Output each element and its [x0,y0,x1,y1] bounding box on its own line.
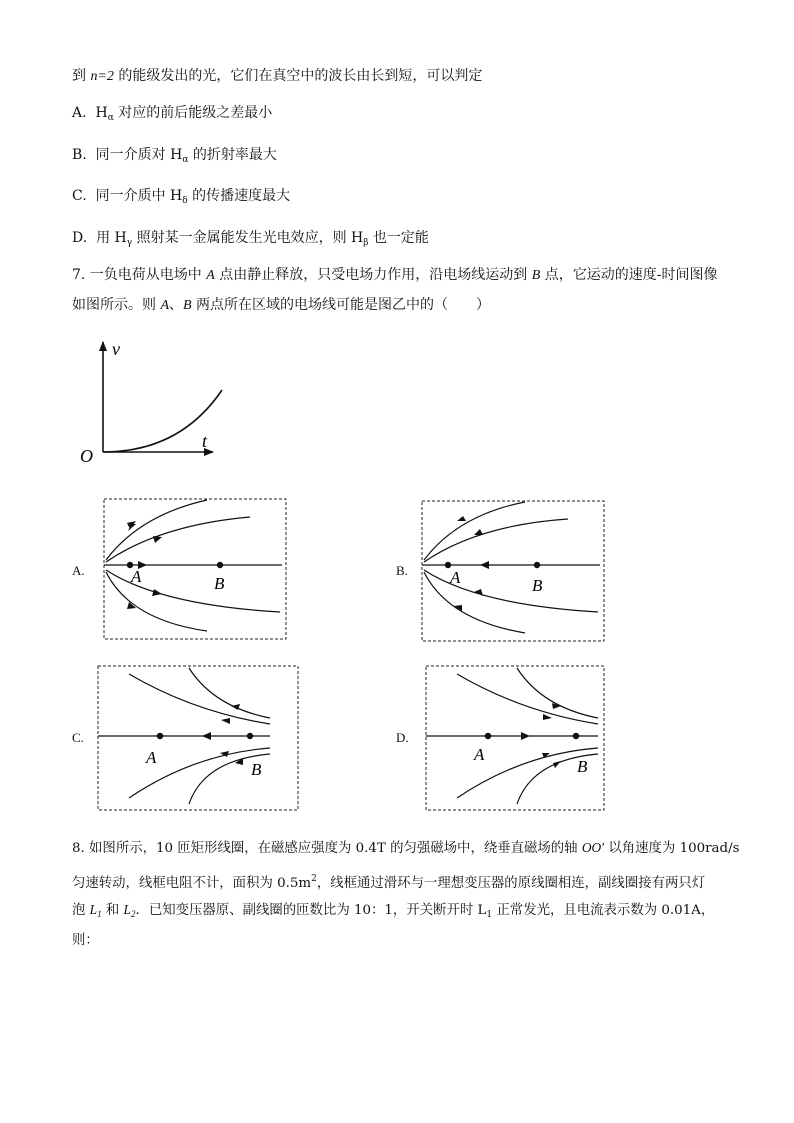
q7-line-2: 如图所示。则 A、B 两点所在区域的电场线可能是图乙中的（ ） [72,297,491,313]
arrow [474,589,483,596]
velocity-time-graph [70,330,230,470]
field-line [106,500,207,560]
point-a-label: A [450,568,461,587]
figure-c-label: C. [72,730,84,745]
q7-line-1: 7. 一负电荷从电场中 A 点由静止释放，只受电场力作用，沿电场线运动到 B 点，它运动的速度-时间图像 [72,267,718,283]
arrow [152,589,162,596]
arrow [235,758,243,765]
figure-option-d [422,662,612,814]
arrow [521,732,530,740]
point-a-label: A [474,745,485,764]
figure-a-label: A. [72,563,85,578]
t-axis-label: t [202,431,208,451]
field-line [424,519,568,562]
figure-d-label: D. [396,730,409,745]
point-b [217,562,223,568]
arrow [474,529,483,535]
point-b-label: B [214,574,225,593]
arrow [202,732,211,740]
v-axis-label: v [112,339,120,359]
q8-line-3: 泡 $L_1$ 和 $L_2$．已知变压器原、副线圈的匝数比为 10：1，开关断开时 $L_1$ 正常发光，且电流表示数为 0.01A， [72,902,715,920]
n-equals: n=2 [90,69,114,84]
point-a [157,733,163,739]
arrow [480,561,489,569]
intro-line: 到 n=2 的能级发出的光，它们在真空中的波长由长到短，可以判定 [72,68,483,84]
figure-option-c [94,662,304,814]
field-line [517,668,598,718]
point-b [573,733,579,739]
q6-option-b: B. 同一介质对 $H_\alpha$ 的折射率最大 [72,147,277,165]
figure-option-a [100,495,290,645]
point-b-label: B [251,760,262,779]
point-a-label: A [146,748,157,767]
arrow [543,714,552,720]
figure-b-label: B. [396,563,408,578]
arrow [153,536,162,543]
point-b [534,562,540,568]
point-b-label: B [577,757,588,776]
point-a-label: A [131,567,142,586]
origin-label: O [80,446,93,466]
field-line [424,502,525,560]
q6-option-d: D. 用 $H_\gamma$ 照射某一金属能发生光电效应，则 $H_\beta$ 也一定能 [72,230,429,248]
arrow [221,718,230,724]
figure-frame [98,666,298,810]
point-b [247,733,253,739]
field-line [424,572,525,633]
figure-option-b [418,495,608,645]
q8-line-4: 则： [72,933,99,948]
q8-line-2: 匀速转动，线框电阻不计，面积为 $0.5m^2$，线框通过滑环与一理想变压器的原线圈相连，副线圈接有两只灯 [72,874,706,891]
q6-option-c: C. 同一介质中 $H_\delta$ 的传播速度最大 [72,188,291,206]
q6-option-a: A. $H_\alpha$ 对应的前后能级之差最小 [72,105,273,123]
arrow [553,761,561,768]
field-line [189,668,270,718]
point-a [485,733,491,739]
point-b-label: B [532,576,543,595]
q8-line-1: 8. 如图所示，10 匝矩形线圈，在磁感应强度为 0.4T 的匀强磁场中，绕垂直磁场的轴 OO′ 以角速度为 100rad/s [72,840,740,856]
arrow [457,516,466,521]
